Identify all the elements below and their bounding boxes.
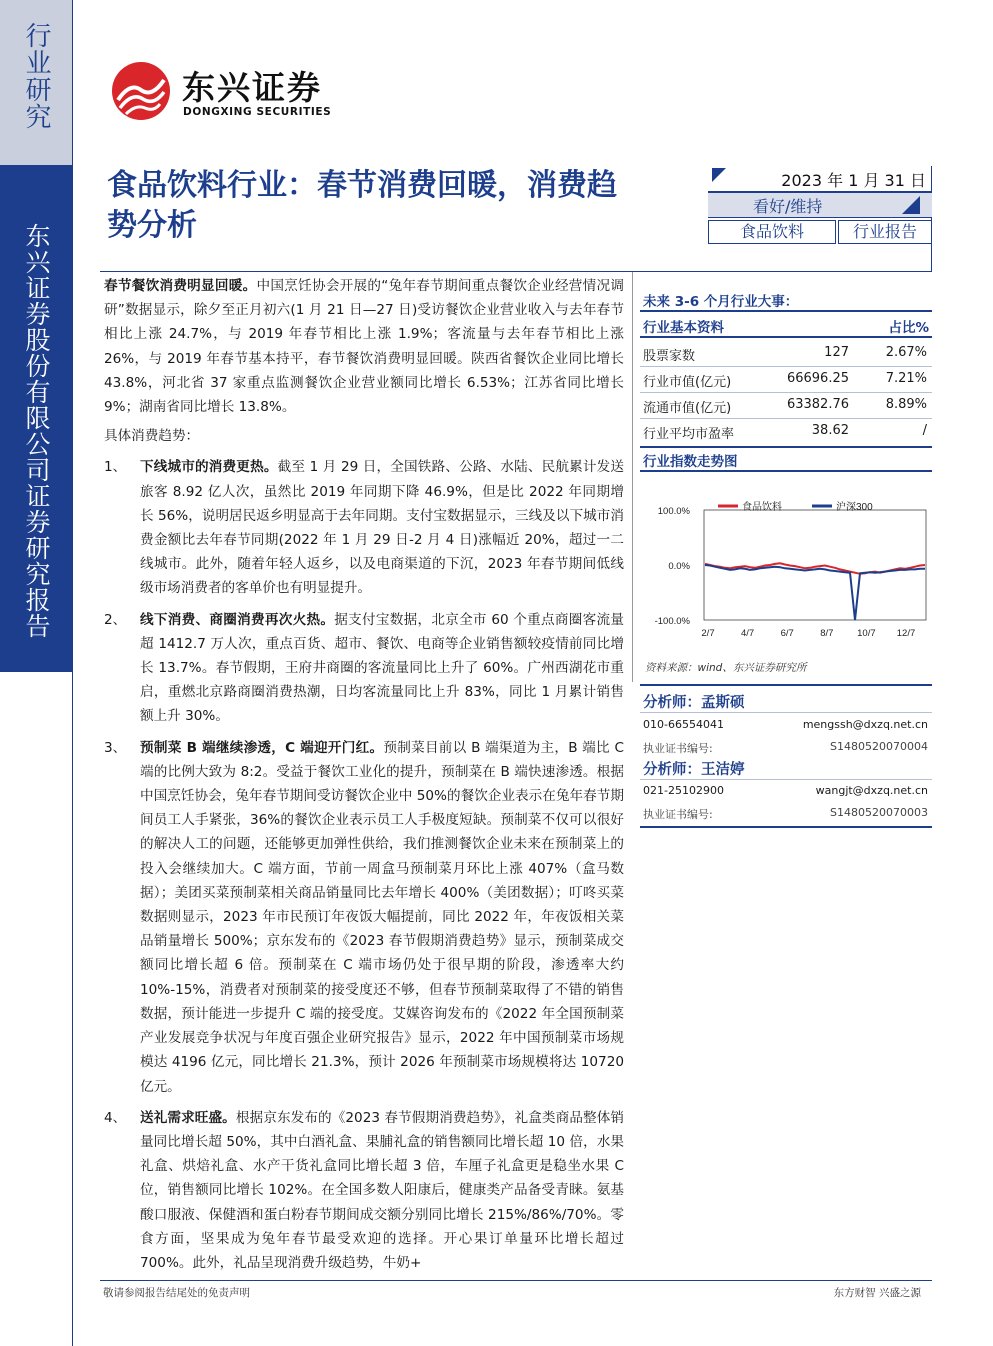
report-rating: 看好/维持	[753, 197, 823, 216]
row-label: 股票家数	[643, 349, 696, 364]
analyst-bottom-rule	[640, 826, 932, 828]
footer-disclaimer: 敬请参阅报告结尾处的免责声明	[103, 1287, 250, 1299]
fundamentals-title: 行业基本资料	[643, 320, 724, 336]
y-tick-label: -100.0%	[654, 616, 690, 627]
license-label: 执业证书编号:	[643, 742, 713, 755]
events-title: 未来 3-6 个月行业大事：	[643, 294, 799, 310]
list-item	[104, 736, 624, 1099]
analyst-contact	[643, 784, 930, 797]
list-item-text: 截至 1 月 29 日，全国铁路、公路、水陆、民航累计发送旅客 8.92 亿人次，虽然比 2019 年同期下降 46.9%，但是比 2022 年同期增长 56%，说明居民返乡明显高于去年同期。支付宝数据显示，三线及以下城市消费金额比去年春节同期(2022 年 1 月 29 日-2 月 4 日)涨幅近 20%，超过一二线城市。此外，随着年轻人返乡，以及电商渠道的下沉，2023 年春节期间低线级市场消费者的客单价也有明显提升。	[140, 459, 625, 597]
rating-triangle-icon	[902, 196, 920, 214]
row-pct: 2.67%	[885, 345, 927, 360]
row-pct: 8.89%	[885, 397, 927, 412]
x-tick-label: 6/7	[780, 628, 794, 639]
row-value: 63382.76	[786, 397, 849, 412]
report-rating-row	[708, 193, 932, 218]
row-value: 38.62	[811, 423, 849, 438]
x-tick-label: 10/7	[857, 628, 876, 639]
list-item	[104, 608, 624, 729]
logo-emblem-icon	[110, 60, 172, 122]
report-title: 食品饮料行业：春节消费回暖，消费趋势分析	[107, 168, 617, 243]
lead-text: 中国烹饪协会开展的“兔年春节期间重点餐饮企业经营情况调研”数据显示，除夕至正月初六(1 月 21 日—27 日)受访餐饮企业营业收入与去年春节相比上涨 24.7%，与 2019 年春节相比上涨 1.9%；客流量与去年春节相比上涨 26%，与 2019 年春节基本持平，春节餐饮消费明显回暖。陕西省餐饮企业同比增长 43.8%，河北省 37 家重点监测餐饮企业营业额同比增长 6.53%；江苏省同比增长 9%；湖南省同比增长 13.8%。	[104, 278, 624, 416]
list-item-text: 根据京东发布的《2023 春节假期消费趋势》，礼盒类商品整体销量同比增长超 50%，其中白酒礼盒、果脯礼盒的销售额同比增长超 10 倍，水果礼盒、烘焙礼盒、水产干货礼盒同比增长超 3 倍，车厘子礼盒更是稳坐水果 C 位，销售额同比增长 102%。在全国多数人阳康后，健康类产品备受青睐。氨基酸口服液、保健酒和蛋白粉春节期间成交额分别同比增长 215%/86%/70%。零食方面，坚果成为兔年春节最受欢迎的选择。开心果订单量环比增长超过 700%。此外，礼品呈现消费升级趋势，牛奶+	[140, 1109, 624, 1271]
row-label: 流通市值(亿元)	[643, 401, 732, 416]
analyst-license	[643, 740, 930, 756]
row-pct: /	[922, 423, 927, 438]
analyst-rule	[640, 779, 932, 780]
subhead: 具体消费趋势：	[104, 428, 200, 445]
list-item-bold: 送礼需求旺盛。	[140, 1109, 236, 1126]
report-tags	[708, 220, 932, 244]
header-rule	[100, 271, 932, 272]
company-logo	[110, 60, 360, 130]
list-item-number: 4、	[104, 1109, 127, 1126]
list-item-text: 据支付宝数据，北京全市 60 个重点商圈客流量超 1412.7 万人次，重点百货、超市、餐饮、电商等企业销售额较疫情前同比增长 13.7%。春节假期，王府井商圈的客流量同比上升了 60%。广州西湖花市重启，重燃北京路商圈消费热潮，日均客流量同比上升 83%，同比 1 月累计销售额上升 30%。	[140, 611, 624, 725]
tag-sector: 食品饮料	[708, 220, 836, 244]
analyst-phone: 010-66554041	[643, 718, 724, 731]
analyst-rule	[640, 712, 932, 713]
list-item-bold: 下线城市的消费更热。	[140, 459, 278, 476]
row-divider	[640, 418, 932, 419]
analyst-title: 分析师：王洁婷	[643, 762, 745, 778]
legend-label: 沪深300	[836, 502, 873, 513]
analyst-phone: 021-25102900	[643, 784, 724, 797]
events-rule	[640, 310, 932, 312]
sidebar-divider	[72, 0, 73, 1346]
row-value: 127	[824, 345, 849, 360]
fundamentals-rule	[640, 336, 932, 338]
tag-report-type: 行业报告	[838, 220, 932, 244]
list-item-number: 1、	[104, 459, 127, 476]
list-item-bold: 预制菜 B 端继续渗透，C 端迎开门红。	[140, 739, 384, 756]
list-item-number: 2、	[104, 611, 127, 628]
analyst-email[interactable]: wangjt@dxzq.net.cn	[815, 784, 928, 797]
report-body	[104, 274, 624, 1275]
x-tick-label: 12/7	[896, 628, 916, 639]
list-item-number: 3、	[104, 739, 127, 756]
footer-rule	[100, 1280, 932, 1281]
corner-triangle-icon	[712, 168, 726, 182]
row-divider	[640, 366, 932, 367]
lead-bold: 春节餐饮消费明显回暖。	[104, 278, 257, 294]
analyst-license	[643, 806, 930, 822]
report-date-row	[708, 166, 932, 193]
list-item	[104, 1106, 624, 1275]
row-pct: 7.21%	[885, 371, 927, 386]
report-date: 2023 年 1 月 31 日	[781, 171, 926, 190]
x-tick-label: 2/7	[701, 628, 715, 639]
sidebar-company-band	[0, 165, 72, 672]
list-item-text: 预制菜目前以 B 端渠道为主，B 端比 C 端的比例大致为 8:2。受益于餐饮工业化的提升，预制菜在 B 端快速渗透。根据中国烹饪协会，兔年春节期间受访餐饮企业中 50%的餐饮企业表示在兔年春节期间员工人手紧张，36%的餐饮企业表示员工人手极度短缺。预制菜不仅可以很好的解决人工的问题，还能够更加弹性供给，我们推测餐饮企业未来在预制菜上的投入会继续加大。C 端方面，节前一周盒马预制菜月环比上涨 407%（盒马数据）；美团买菜预制菜相关商品销量同比去年增长 400%（美团数据）；叮咚买菜数据则显示，2023 年市民预订年夜饭大幅提前，同比 2022 年，年夜饭相关菜品销量增长 500%；京东发布的《2023 春节假期消费趋势》显示，预制菜成交额同比增长超 6 倍。预制菜在 C 端市场仍处于很早期的阶段，渗透率大约 10%-15%，消费者对预制菜的接受度还不够，但春节预制菜取得了不错的销售数据，预计能进一步提升 C 端的接受度。艾媒咨询发布的《2022 年全国预制菜产业发展竞争状况与年度百强企业研究报告》显示，2022 年中国预制菜市场规模达 4196 亿元，同比增长 21.3%，预计 2026 年预制菜市场规模将达 10720 亿元。	[140, 739, 624, 1095]
source-rule	[640, 684, 932, 686]
sidebar-company: 东兴证券股份有限公司证券研究报告	[22, 223, 51, 639]
trend-rule	[640, 470, 932, 472]
row-label: 行业市值(亿元)	[643, 375, 732, 390]
analyst-email[interactable]: mengssh@dxzq.net.cn	[802, 718, 928, 731]
license-label: 执业证书编号:	[643, 808, 713, 821]
y-tick-label: 0.0%	[668, 561, 690, 572]
column-divider	[632, 272, 633, 682]
license-number: S1480520070003	[830, 806, 928, 819]
list-item	[104, 455, 624, 600]
chart-source: 资料来源：wind、东兴证券研究所	[645, 662, 807, 674]
x-tick-label: 8/7	[820, 628, 834, 639]
license-number: S1480520070004	[830, 740, 928, 753]
x-tick-label: 4/7	[740, 628, 755, 639]
sidebar-category: 行业研究	[21, 22, 51, 130]
fundamentals-pct-header: 占比%	[888, 320, 929, 336]
chart-svg	[640, 486, 932, 651]
y-tick-label: 100.0%	[657, 506, 690, 517]
logo-text-cn: 东兴证券	[182, 68, 322, 107]
series-line-csi300	[705, 565, 925, 620]
row-label: 行业平均市盈率	[643, 427, 735, 442]
row-value: 66696.25	[786, 371, 849, 386]
trend-top-rule	[640, 446, 932, 448]
sidebar-category-band	[0, 0, 72, 165]
trend-title: 行业指数走势图	[643, 454, 738, 470]
logo-text-en: DONGXING SECURITIES	[183, 106, 332, 118]
index-trend-chart	[640, 486, 932, 651]
plot-frame	[704, 510, 926, 620]
analyst-contact	[643, 718, 930, 731]
list-item-bold: 线下消费、商圈消费再次火热。	[140, 611, 335, 628]
footer-slogan: 东方财智 兴盛之源	[833, 1287, 921, 1299]
table-row	[643, 423, 929, 447]
legend-label: 食品饮料	[742, 502, 782, 513]
analyst-title: 分析师：孟斯硕	[643, 695, 745, 711]
lead-paragraph	[104, 274, 624, 419]
row-divider	[640, 392, 932, 393]
